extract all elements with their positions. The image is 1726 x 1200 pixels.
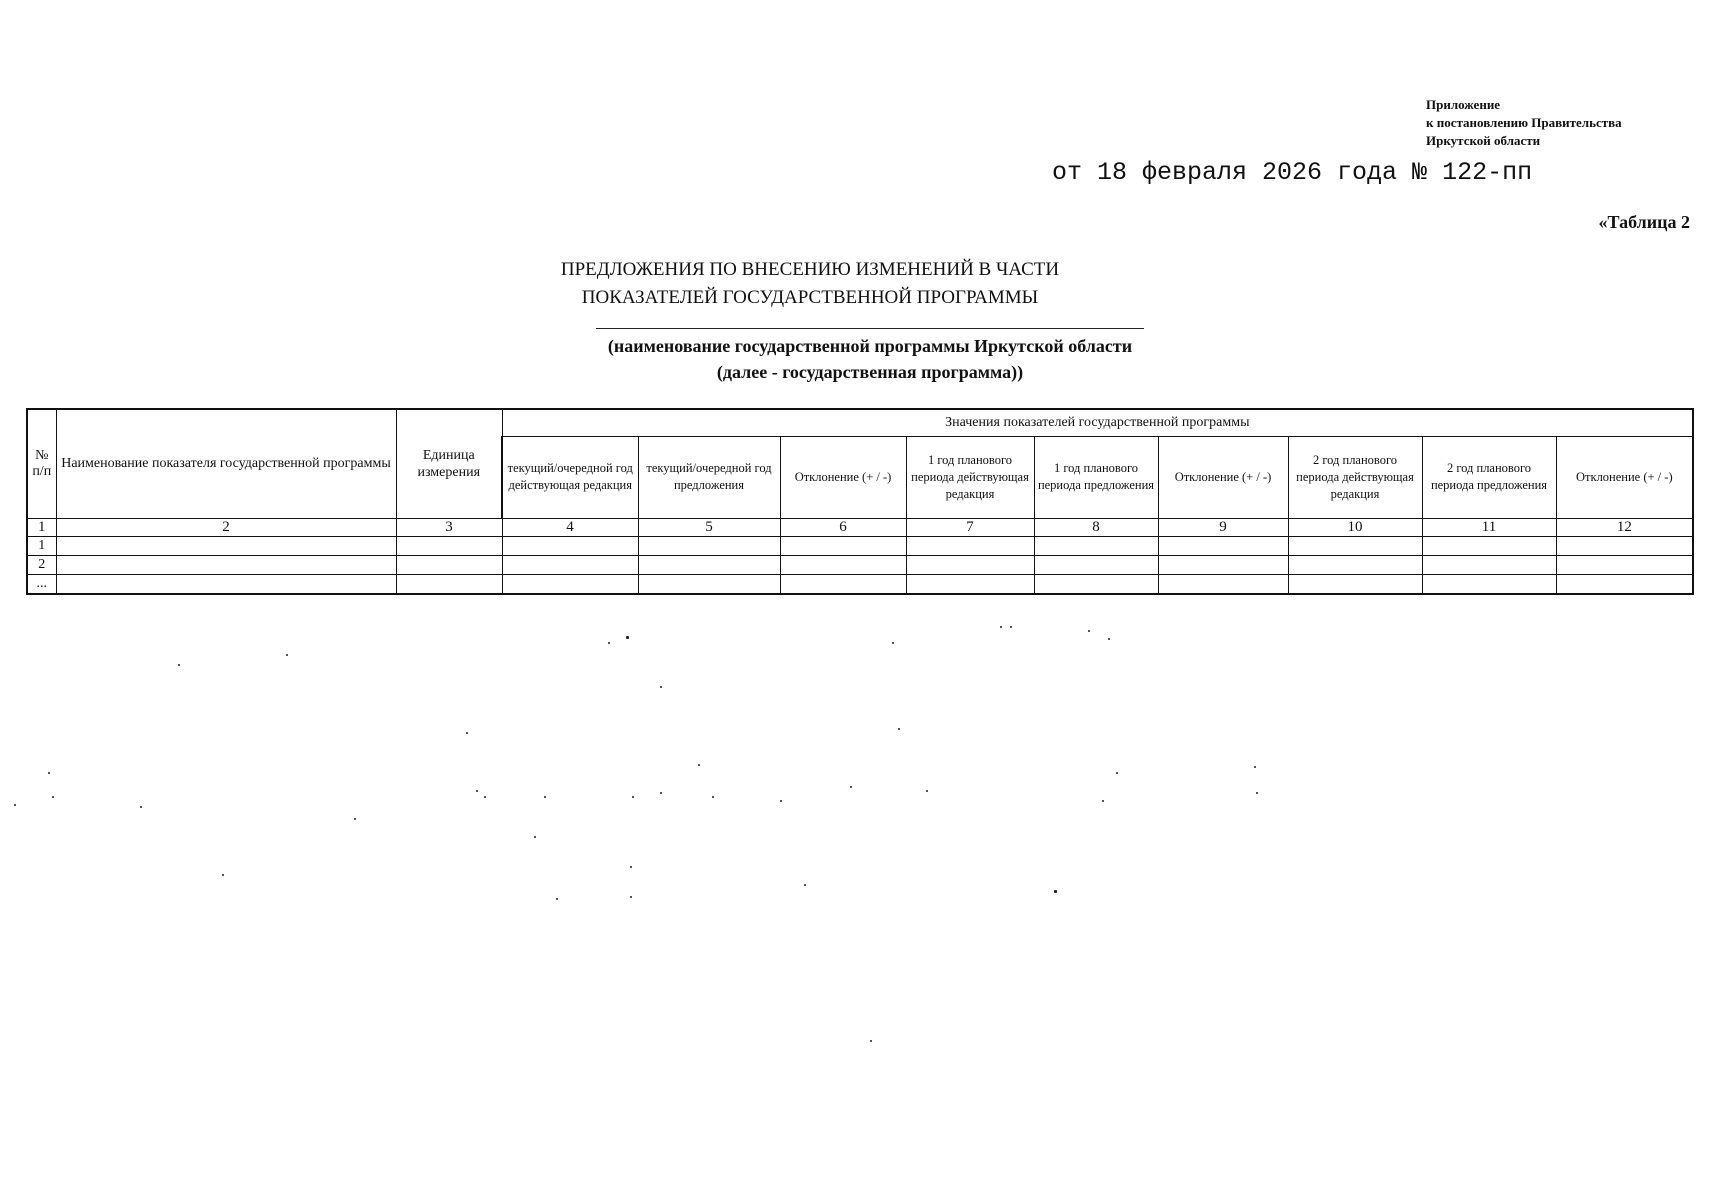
table-cell	[1288, 555, 1422, 574]
scan-speck	[660, 686, 662, 688]
document-title	[530, 256, 1090, 312]
row-number: ...	[27, 574, 56, 594]
table-cell	[1158, 574, 1288, 594]
column-number: 10	[1288, 518, 1422, 536]
table-cell	[780, 574, 906, 594]
scan-speck	[850, 786, 852, 788]
scan-speck	[48, 772, 50, 774]
title-line: ПОКАЗАТЕЛЕЙ ГОСУДАРСТВЕННОЙ ПРОГРАММЫ	[581, 287, 1039, 308]
column-number: 1	[27, 518, 56, 536]
title-line: ПРЕДЛОЖЕНИЯ ПО ВНЕСЕНИЮ ИЗМЕНЕНИЙ В ЧАСТИ	[560, 259, 1060, 280]
header-indicator-values-group: Значения показателей государственной программы	[502, 409, 1693, 436]
header-indicator-name: Наименование показателя государственной программы	[56, 409, 396, 518]
scan-speck	[660, 792, 662, 794]
table-cell	[1034, 555, 1158, 574]
table-cell	[1422, 555, 1556, 574]
row-number: 2	[27, 555, 56, 574]
scan-speck	[1102, 800, 1104, 802]
table-cell	[780, 555, 906, 574]
scan-speck	[178, 664, 180, 666]
scan-speck	[870, 1040, 872, 1042]
scan-speck	[892, 642, 894, 644]
column-number: 3	[396, 518, 502, 536]
scan-speck	[804, 884, 806, 886]
table-row	[27, 574, 1693, 594]
scan-speck	[544, 796, 546, 798]
table-cell	[1556, 536, 1693, 555]
table-cell	[56, 555, 396, 574]
table-cell	[1158, 555, 1288, 574]
table-row	[27, 536, 1693, 555]
header-deviation: Отклонение (+ / -)	[780, 436, 906, 518]
appendix-line: Иркутской области	[1426, 133, 1541, 148]
indicators-table	[26, 408, 1694, 595]
header-row-number: № п/п	[27, 409, 56, 518]
scan-speck	[52, 796, 54, 798]
scan-speck	[630, 896, 632, 898]
header-plan-year2-active: 2 год планового периода действующая редакция	[1288, 436, 1422, 518]
table-cell	[396, 574, 502, 594]
scan-speck	[926, 790, 928, 792]
header-plan-year1-active: 1 год планового периода действующая редакция	[906, 436, 1034, 518]
scan-speck	[14, 804, 16, 806]
appendix-block	[1426, 96, 1622, 150]
scan-speck	[780, 800, 782, 802]
scan-speck	[632, 796, 634, 798]
column-number: 11	[1422, 518, 1556, 536]
scan-speck	[626, 636, 629, 639]
scan-speck	[1116, 772, 1118, 774]
header-current-year-active: текущий/очередной год действующая редакция	[502, 436, 638, 518]
table-cell	[56, 536, 396, 555]
column-number: 7	[906, 518, 1034, 536]
header-plan-year2-proposal: 2 год планового периода предложения	[1422, 436, 1556, 518]
scan-speck	[354, 818, 356, 820]
table-cell	[502, 536, 638, 555]
column-number: 5	[638, 518, 780, 536]
table-cell	[1556, 574, 1693, 594]
scan-speck	[898, 728, 900, 730]
scan-speck	[556, 898, 558, 900]
table-cell	[1288, 536, 1422, 555]
appendix-line: к постановлению Правительства	[1426, 115, 1622, 130]
table-cell	[502, 574, 638, 594]
header-deviation: Отклонение (+ / -)	[1158, 436, 1288, 518]
scan-speck	[476, 790, 478, 792]
column-numbers-row	[27, 518, 1693, 536]
table-cell	[638, 555, 780, 574]
column-number: 4	[502, 518, 638, 536]
table-cell	[1034, 536, 1158, 555]
table-cell	[638, 574, 780, 594]
decree-date-number: от 18 февраля 2026 года № 122-пп	[1052, 158, 1533, 187]
appendix-line: Приложение	[1426, 97, 1501, 112]
scan-speck	[698, 764, 700, 766]
column-number: 12	[1556, 518, 1693, 536]
header-plan-year1-proposal: 1 год планового периода предложения	[1034, 436, 1158, 518]
table-cell	[1288, 574, 1422, 594]
table-cell	[502, 555, 638, 574]
table-row	[27, 555, 1693, 574]
scan-speck	[608, 642, 610, 644]
table-cell	[396, 555, 502, 574]
scan-speck	[712, 796, 714, 798]
column-number: 2	[56, 518, 396, 536]
program-name-blank-line	[596, 328, 1144, 329]
scan-speck	[1108, 638, 1110, 640]
caption-line: (наименование государственной программы Иркутской области	[607, 336, 1133, 356]
column-number: 6	[780, 518, 906, 536]
table-cell	[1034, 574, 1158, 594]
table-label: «Таблица 2	[1598, 212, 1690, 232]
table-cell	[1556, 555, 1693, 574]
row-number: 1	[27, 536, 56, 555]
scan-speck	[1254, 766, 1256, 768]
scan-speck	[534, 836, 536, 838]
table-cell	[1422, 536, 1556, 555]
table-cell	[1422, 574, 1556, 594]
column-number: 8	[1034, 518, 1158, 536]
scan-speck	[222, 874, 224, 876]
program-name-caption	[560, 333, 1180, 385]
table-cell	[56, 574, 396, 594]
scan-speck	[484, 796, 486, 798]
scan-speck	[140, 806, 142, 808]
table-cell	[396, 536, 502, 555]
scan-speck	[1010, 626, 1012, 628]
table-cell	[1158, 536, 1288, 555]
table-cell	[638, 536, 780, 555]
header-current-year-proposal: текущий/очередной год предложения	[638, 436, 780, 518]
scan-speck	[466, 732, 468, 734]
table-cell	[906, 536, 1034, 555]
scan-speck	[1000, 626, 1002, 628]
column-number: 9	[1158, 518, 1288, 536]
scan-speck	[1054, 890, 1057, 893]
scan-speck	[1256, 792, 1258, 794]
scan-speck	[286, 654, 288, 656]
caption-line: (далее - государственная программа))	[716, 362, 1024, 382]
table-cell	[906, 574, 1034, 594]
header-deviation: Отклонение (+ / -)	[1556, 436, 1693, 518]
table-cell	[906, 555, 1034, 574]
scan-speck	[1088, 630, 1090, 632]
header-unit: Единица измерения	[396, 409, 502, 518]
table-cell	[780, 536, 906, 555]
scan-speck	[630, 866, 632, 868]
